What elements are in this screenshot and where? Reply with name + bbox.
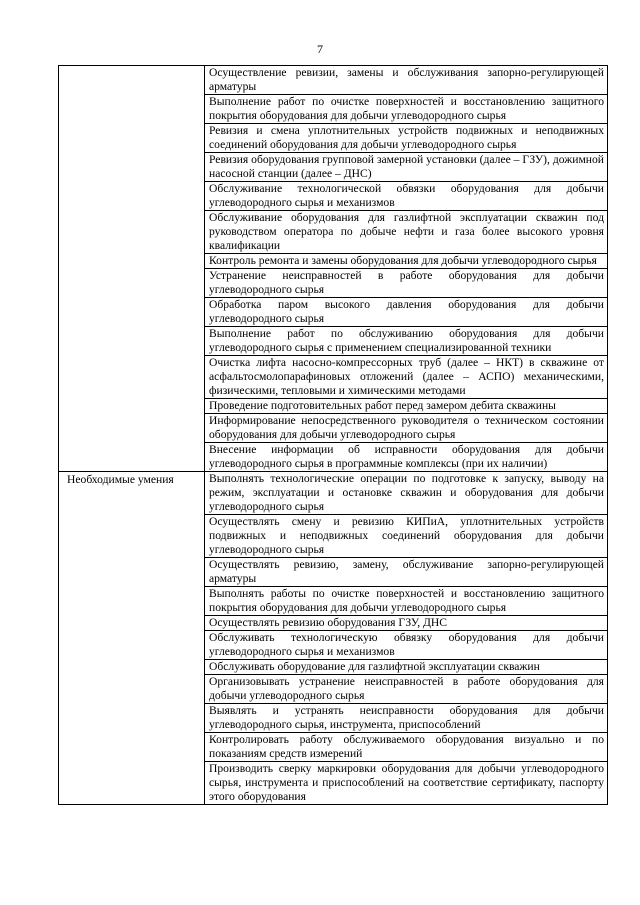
table-cell: Производить сверку маркировки оборудования для добычи углеводородного сырья, инструмента и приспособлений на соответствие сертификату, паспорту этого оборудования [205, 762, 608, 805]
table-cell: Обслуживать оборудование для газлифтной эксплуатации скважин [205, 660, 608, 675]
table-row [59, 472, 608, 515]
requirements-table [58, 65, 608, 805]
table-cell: Устранение неисправностей в работе оборудования для добычи углеводородного сырья [205, 269, 608, 298]
table-cell: Выполнение работ по обслуживанию оборудования для добычи углеводородного сырья с применением специализированной техники [205, 327, 608, 356]
table-cell: Выявлять и устранять неисправности оборудования для добычи углеводородного сырья, инструмента, приспособлений [205, 704, 608, 733]
table-cell: Очистка лифта насосно-компрессорных труб (далее – НКТ) в скважине от асфальтосмолопарафиновых отложений (далее – АСПО) механическими, физическими, тепловыми и химическими методами [205, 356, 608, 399]
table-cell: Осуществление ревизии, замены и обслуживания запорно-регулирующей арматуры [205, 66, 608, 95]
table-cell: Проведение подготовительных работ перед замером дебита скважины [205, 399, 608, 414]
table-body [59, 66, 608, 805]
table-cell: Выполнять технологические операции по подготовке к запуску, выводу на режим, эксплуатации и остановке скважин и оборудования для добычи углеводородного сырья [205, 472, 608, 515]
table-cell: Выполнение работ по очистке поверхностей и восстановлению защитного покрытия оборудования для добычи углеводородного сырья [205, 95, 608, 124]
table-cell: Внесение информации об исправности оборудования для добычи углеводородного сырья в программные комплексы (при их наличии) [205, 443, 608, 472]
table-cell: Ревизия и смена уплотнительных устройств подвижных и неподвижных соединений оборудования для добычи углеводородного сырья [205, 124, 608, 153]
table-row [59, 66, 608, 95]
section-label: Необходимые умения [59, 472, 205, 805]
table-cell: Осуществлять смену и ревизию КИПиА, уплотнительных устройств подвижных и неподвижных соединений оборудования для добычи углеводородного сырья [205, 515, 608, 558]
table-cell: Выполнять работы по очистке поверхностей и восстановлению защитного покрытия оборудования для добычи углеводородного сырья [205, 587, 608, 616]
table-cell: Контроль ремонта и замены оборудования для добычи углеводородного сырья [205, 254, 608, 269]
page-number: 7 [317, 42, 323, 56]
section-label [59, 66, 205, 472]
table-cell: Организовывать устранение неисправностей в работе оборудования для добычи углеводородного сырья [205, 675, 608, 704]
table-cell: Осуществлять ревизию, замену, обслуживание запорно-регулирующей арматуры [205, 558, 608, 587]
table-cell: Ревизия оборудования групповой замерной установки (далее – ГЗУ), дожимной насосной станции (далее – ДНС) [205, 153, 608, 182]
table-cell: Контролировать работу обслуживаемого оборудования визуально и по показаниям средств измерений [205, 733, 608, 762]
table-cell: Осуществлять ревизию оборудования ГЗУ, ДНС [205, 616, 608, 631]
table-cell: Обслуживание технологической обвязки оборудования для добычи углеводородного сырья и механизмов [205, 182, 608, 211]
table-cell: Обслуживать технологическую обвязку оборудования для добычи углеводородного сырья и механизмов [205, 631, 608, 660]
table-cell: Обслуживание оборудования для газлифтной эксплуатации скважин под руководством оператора по добыче нефти и газа более высокого уровня квалификации [205, 211, 608, 254]
table-cell: Информирование непосредственного руководителя о техническом состоянии оборудования для добычи углеводородного сырья [205, 414, 608, 443]
table-cell: Обработка паром высокого давления оборудования для добычи углеводородного сырья [205, 298, 608, 327]
